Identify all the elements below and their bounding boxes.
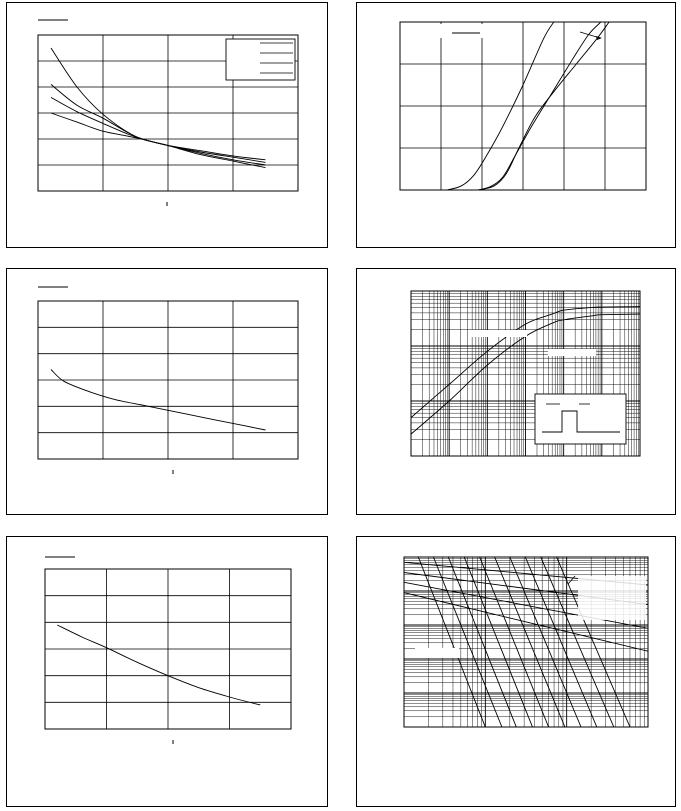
p6-series-line-6 [433,557,502,727]
p6-label-bg-left [415,648,459,658]
p6-series-line-8 [464,557,532,727]
p6-series-line-10 [495,557,565,727]
p6-annotation-arrow [568,576,575,584]
p1-legend-box [226,39,295,80]
p4-label-bg-2 [548,349,596,356]
p6-label-bg-right [578,576,646,620]
p2-legend-area [404,24,502,38]
p6-series-line-9 [480,557,549,727]
p4-inset-box [535,394,626,444]
p6-series-line-11 [510,557,581,727]
p4-label-bg-1 [471,330,527,337]
